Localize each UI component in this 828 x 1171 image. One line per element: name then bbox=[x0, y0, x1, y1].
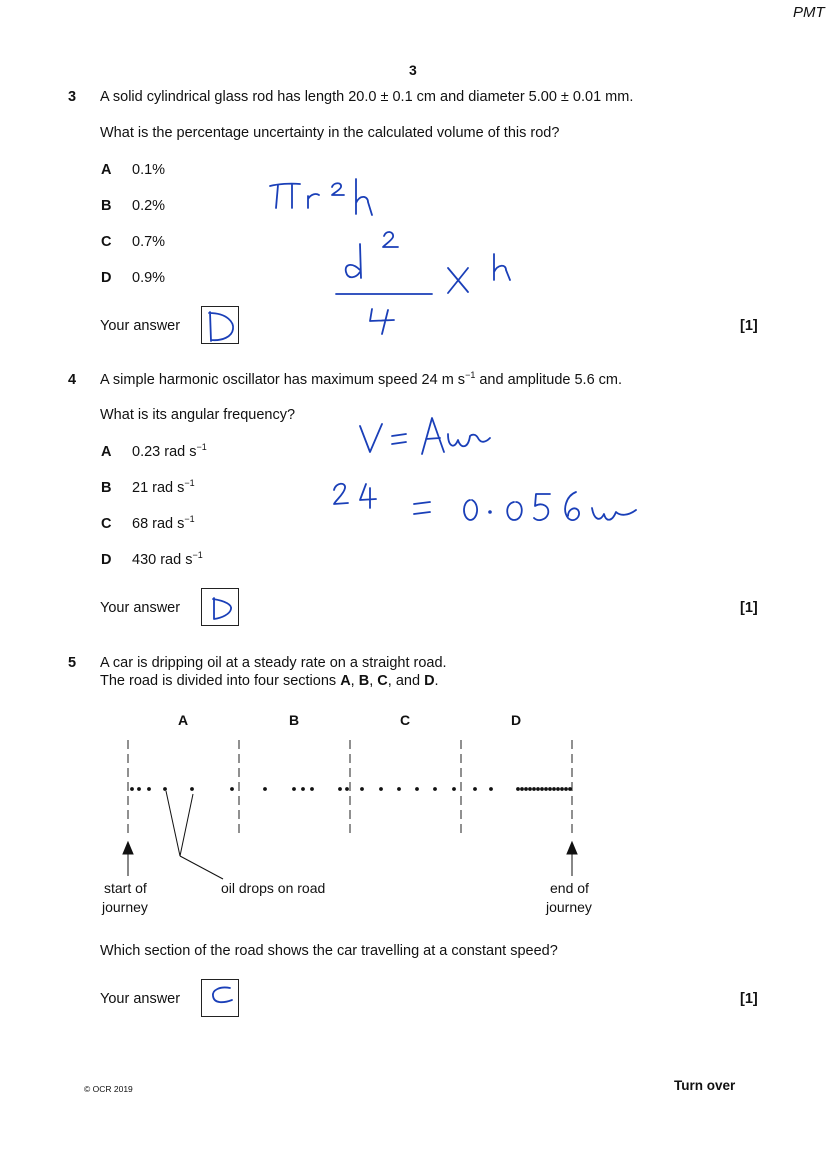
oil-drop bbox=[552, 787, 556, 791]
stem-text: The road is divided into four sections bbox=[100, 673, 341, 689]
q4-stem-text-end: and amplitude 5.6 cm. bbox=[475, 372, 623, 388]
option-letter: C bbox=[101, 234, 112, 250]
section-ref-c: C bbox=[377, 673, 388, 689]
page-number: 3 bbox=[409, 62, 417, 78]
oil-drop bbox=[524, 787, 528, 791]
section-label-a: A bbox=[178, 712, 189, 728]
q3-answer-box[interactable] bbox=[201, 306, 239, 344]
q5-question: Which section of the road shows the car travelling at a constant speed? bbox=[100, 943, 558, 959]
option-letter: A bbox=[101, 444, 112, 460]
oil-drop bbox=[548, 787, 552, 791]
oil-drop bbox=[556, 787, 560, 791]
option-text: 0.7% bbox=[132, 234, 166, 250]
q4-handwritten-working bbox=[330, 412, 650, 532]
oil-drop bbox=[345, 787, 349, 791]
q4-question: What is its angular frequency? bbox=[100, 407, 296, 423]
option-text bbox=[132, 480, 195, 496]
option-exponent: −1 bbox=[192, 550, 203, 560]
option-letter: C bbox=[101, 516, 112, 532]
option-text: 0.2% bbox=[132, 198, 166, 214]
oil-drop bbox=[190, 787, 194, 791]
q4-stem-text: A simple harmonic oscillator has maximum speed 24 m s bbox=[100, 372, 466, 388]
q3-answer-label: Your answer bbox=[100, 318, 181, 334]
option-value: 68 rad s bbox=[132, 516, 185, 532]
option-text bbox=[132, 444, 207, 460]
pointer-line bbox=[180, 794, 193, 856]
q5-answer-label: Your answer bbox=[100, 991, 181, 1007]
section-ref-d: D bbox=[424, 673, 435, 689]
q3-stem: A solid cylindrical glass rod has length 20.0 ± 0.1 cm and diameter 5.00 ± 0.01 mm. bbox=[100, 89, 634, 105]
option-letter: B bbox=[101, 198, 112, 214]
footer-turn-over: Turn over bbox=[674, 1078, 736, 1093]
footer-copyright: © OCR 2019 bbox=[84, 1084, 133, 1094]
q4-handwritten-answer bbox=[202, 589, 240, 627]
label-oil-drops: oil drops on road bbox=[221, 880, 326, 896]
oil-drop bbox=[137, 787, 141, 791]
option-letter: A bbox=[101, 162, 112, 178]
q4-marks: [1] bbox=[740, 600, 758, 616]
pointer-line bbox=[180, 856, 223, 879]
q3-number: 3 bbox=[68, 89, 77, 105]
oil-drop bbox=[230, 787, 234, 791]
oil-drop bbox=[528, 787, 532, 791]
label-end-of: end of bbox=[550, 880, 589, 896]
q4-stem bbox=[100, 372, 622, 388]
q3-marks: [1] bbox=[740, 318, 758, 334]
oil-drop bbox=[263, 787, 267, 791]
q3-question: What is the percentage uncertainty in the calculated volume of this rod? bbox=[100, 125, 560, 141]
oil-drop bbox=[301, 787, 305, 791]
option-value: 0.23 rad s bbox=[132, 444, 197, 460]
oil-drop bbox=[415, 787, 419, 791]
option-value: 21 rad s bbox=[132, 480, 185, 496]
oil-drop bbox=[564, 787, 568, 791]
option-letter: D bbox=[101, 552, 112, 568]
label-start-journey: journey bbox=[102, 899, 148, 915]
q4-number: 4 bbox=[68, 372, 77, 388]
section-label-b: B bbox=[289, 712, 300, 728]
separator: and bbox=[395, 673, 425, 689]
separator: , bbox=[350, 673, 359, 689]
oil-drop bbox=[536, 787, 540, 791]
oil-drop bbox=[147, 787, 151, 791]
q4-answer-label: Your answer bbox=[100, 600, 181, 616]
option-text: 0.9% bbox=[132, 270, 166, 286]
oil-drop bbox=[292, 787, 296, 791]
section-ref-a: A bbox=[340, 673, 351, 689]
stem-text-end: . bbox=[434, 673, 439, 689]
q5-stem-line-1: A car is dripping oil at a steady rate on a straight road. bbox=[100, 655, 447, 671]
oil-drop bbox=[310, 787, 314, 791]
option-exponent: −1 bbox=[184, 478, 195, 488]
option-text bbox=[132, 552, 203, 568]
oil-drop bbox=[544, 787, 548, 791]
oil-drop bbox=[540, 787, 544, 791]
section-label-c: C bbox=[400, 712, 411, 728]
option-exponent: −1 bbox=[184, 514, 195, 524]
label-end-journey: journey bbox=[546, 899, 592, 915]
oil-drop bbox=[568, 787, 572, 791]
oil-drop bbox=[163, 787, 167, 791]
q5-number: 5 bbox=[68, 655, 77, 671]
oil-drop bbox=[360, 787, 364, 791]
q5-marks: [1] bbox=[740, 991, 758, 1007]
oil-drop bbox=[532, 787, 536, 791]
option-exponent: −1 bbox=[196, 442, 207, 452]
q3-handwritten-answer bbox=[202, 307, 240, 345]
oil-drop bbox=[560, 787, 564, 791]
q3-handwritten-working bbox=[264, 176, 524, 336]
option-letter: D bbox=[101, 270, 112, 286]
option-text bbox=[132, 516, 195, 532]
pointer-line bbox=[166, 791, 180, 856]
oil-drop bbox=[130, 787, 134, 791]
oil-drop-diagram bbox=[90, 736, 600, 886]
section-ref-b: B bbox=[358, 673, 370, 689]
q5-stem-line-2 bbox=[100, 673, 439, 689]
option-text: 0.1% bbox=[132, 162, 166, 178]
q4-answer-box[interactable] bbox=[201, 588, 239, 626]
option-letter: B bbox=[101, 480, 112, 496]
oil-drop bbox=[338, 787, 342, 791]
q4-stem-exponent: −1 bbox=[465, 370, 476, 380]
q5-handwritten-answer bbox=[202, 980, 240, 1018]
end-arrow bbox=[567, 842, 577, 876]
watermark: PMT bbox=[793, 4, 825, 21]
oil-drop bbox=[397, 787, 401, 791]
oil-drop bbox=[379, 787, 383, 791]
oil-drop bbox=[433, 787, 437, 791]
q5-answer-box[interactable] bbox=[201, 979, 239, 1017]
label-start-of: start of bbox=[104, 880, 147, 896]
oil-drop bbox=[473, 787, 477, 791]
oil-drop bbox=[489, 787, 493, 791]
option-value: 430 rad s bbox=[132, 552, 193, 568]
separator: , bbox=[369, 673, 378, 689]
separator: , bbox=[387, 673, 396, 689]
oil-drop bbox=[452, 787, 456, 791]
oil-drop bbox=[516, 787, 520, 791]
oil-drop bbox=[520, 787, 524, 791]
start-arrow bbox=[123, 842, 133, 876]
section-label-d: D bbox=[511, 712, 522, 728]
